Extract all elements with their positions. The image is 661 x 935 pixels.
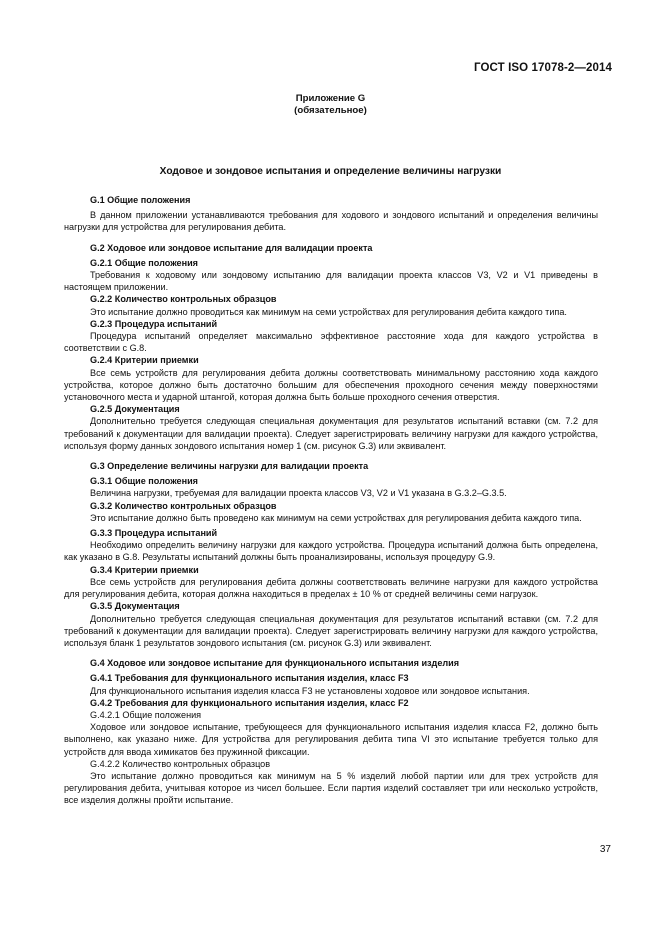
subsection-heading-g33: G.3.3 Процедура испытаний: [90, 528, 218, 539]
section-heading-g3: G.3 Определение величины нагрузки для валидации проекта: [90, 461, 369, 472]
subsection-text-g33: Необходимо определить величину нагрузки для каждого устройства. Процедура испытаний должна быть определена, как указано в G.8. Результаты испытаний должны быть проанализированы, используя процедуру G.9.: [64, 540, 598, 563]
subsection-heading-g25: G.2.5 Документация: [90, 404, 180, 415]
subsection-text-g32: Это испытание должно быть проведено как минимум на семи устройствах для регулирования дебита каждого типа.: [90, 512, 582, 523]
subsection-text-g34: Все семь устройств для регулирования дебита должны соответствовать величине нагрузки для каждого устройства для регулирования дебита, которая должна находиться в пределах ± 10 % от средней величины семи нагрузок.: [64, 576, 598, 600]
subsection-heading-g24: G.2.4 Критерии приемки: [90, 355, 199, 366]
page-number: 37: [599, 844, 611, 855]
subsection-heading-g31: G.3.1 Общие положения: [90, 476, 198, 487]
subsection-heading-g34: G.3.4 Критерии приемки: [90, 564, 199, 575]
subsection-heading-g35: G.3.5 Документация: [90, 601, 180, 612]
subsubsection-heading-g421: G.4.2.1 Общие положения: [90, 709, 202, 720]
subsection-text-g41: Для функционального испытания изделия класса F3 не установлены ходовое или зондовое испытания.: [90, 685, 530, 696]
subsubsection-text-g421: Ходовое или зондовое испытание, требующееся для функционального испытания изделия класса F2, должно быть выполнено, как указано ниже. Для устройства для регулирования дебита типа VI это испытание требуется только для устройств для ввода химикатов без пружинной фиксации.: [64, 722, 598, 757]
annex-title: Приложение G: [295, 93, 366, 104]
subsection-heading-g41: G.4.1 Требования для функционального испытания изделия, класс F3: [90, 673, 409, 684]
subsubsection-text-g422: Это испытание должно проводиться как минимум на 5 % изделий любой партии или для трех устройств для регулирования дебита, учитывая которое из чисел большее. Если партия изделий составляет три или несколько устройств, все изделия должны пройти испытание.: [64, 770, 598, 806]
standard-designation: ГОСТ ISO 17078-2—2014: [474, 62, 612, 74]
subsection-text-g24: Все семь устройств для регулирования дебита должны соответствовать минимальному расстоянию хода каждого устройства, которое должно быть достаточно большим для обеспечения проходного сечения между поверхностями установочного места и ударной штангой, которая должна быть больше проходного сечения отверстия.: [64, 367, 598, 403]
subsection-heading-g21: G.2.1 Общие положения: [90, 257, 198, 268]
subsection-heading-g23: G.2.3 Процедура испытаний: [90, 318, 218, 329]
section-heading-g2: G.2 Ходовое или зондовое испытание для валидации проекта: [90, 242, 373, 253]
subsection-heading-g32: G.3.2 Количество контрольных образцов: [90, 500, 277, 511]
subsection-heading-g42: G.4.2 Требования для функционального испытания изделия, класс F2: [90, 697, 409, 708]
document-title: Ходовое и зондовое испытания и определение величины нагрузки: [159, 166, 502, 177]
subsection-text-g23: Процедура испытаний определяет максимально эффективное расстояние хода для каждого устройства в соответствии с G.8.: [64, 331, 598, 354]
document-body: [64, 194, 598, 807]
annex-status: (обязательное): [294, 105, 367, 116]
subsection-text-g25: Дополнительно требуется следующая специальная документация для результатов испытаний вставки (см. 7.2 для требований к документации для валидации проекта). Следует зарегистрировать величину нагрузки для каждого устройства, используя форму данных зондового испытания номер 1 (см. рисунок G.3) или эквивалент.: [64, 416, 598, 451]
subsection-text-g31: Величина нагрузки, требуемая для валидации проекта классов V3, V2 и V1 указана в G.3.2–G.3.5.: [90, 488, 507, 499]
subsection-text-g22: Это испытание должно проводиться как минимум на семи устройствах для регулирования дебита каждого типа.: [90, 306, 567, 317]
section-heading-g1: G.1 Общие положения: [90, 195, 191, 205]
section-text-g1: В данном приложении устанавливаются требования для ходового и зондового испытаний и определения величины нагрузки для устройства для регулирования дебита.: [64, 210, 598, 233]
subsection-text-g21: Требования к ходовому или зондовому испытанию для валидации проекта классов V3, V2 и V1 приведены в настоящем приложении.: [64, 270, 598, 293]
section-heading-g4: G.4 Ходовое или зондовое испытание для функционального испытания изделия: [90, 658, 460, 669]
subsection-heading-g22: G.2.2 Количество контрольных образцов: [90, 294, 277, 305]
subsection-text-g35: Дополнительно требуется следующая специальная документация для результатов испытаний вставки (см. 7.2 для требований к документации для валидации проекта). Следует зарегистрировать величину нагрузки для каждого устройства, используя бланк 1 результатов зондового испытания (см. рисунок G.3) или эквивалент.: [64, 613, 598, 648]
subsubsection-heading-g422: G.4.2.2 Количество контрольных образцов: [90, 758, 271, 769]
